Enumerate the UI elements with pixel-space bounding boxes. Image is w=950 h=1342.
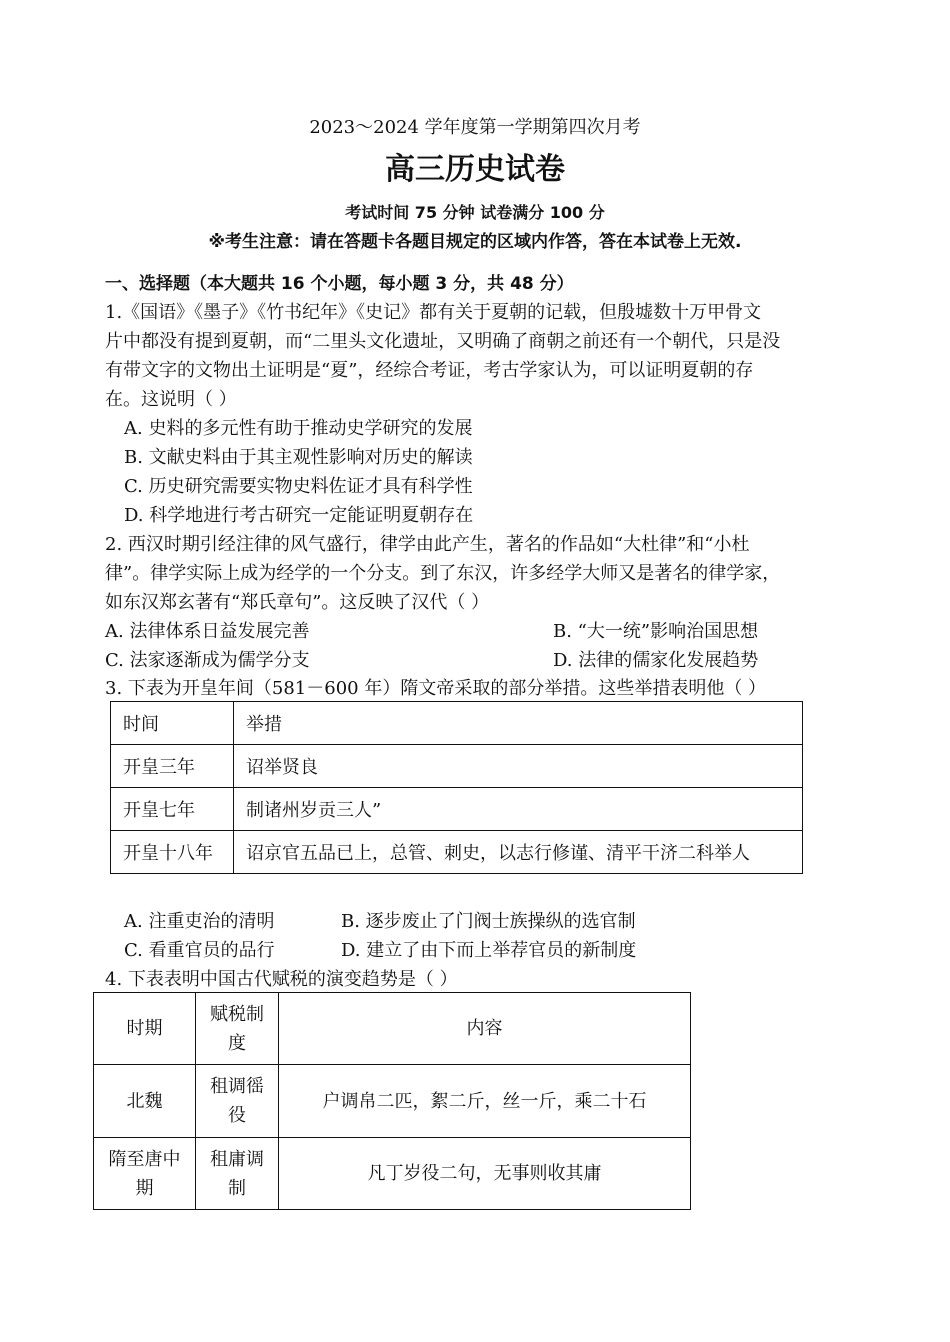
q1-option-d: D. 科学地进行考古研究一定能证明夏朝存在 <box>124 505 474 526</box>
table-header-row <box>111 702 803 745</box>
table-row <box>94 1138 691 1210</box>
q3-stem: 3. 下表为开皇年间（581－600 年）隋文帝采取的部分举措。这些举措表明他（ ） <box>105 678 767 699</box>
q2-line-3: 如东汉郑玄著有“郑氏章句”。这反映了汉代（ ） <box>105 592 490 613</box>
table-cell: 户调帛二匹，絮二斤，丝一斤，乘二十石 <box>279 1065 691 1138</box>
table-cell: 北魏 <box>94 1065 196 1138</box>
q2-option-c: C. 法家逐渐成为儒学分支 <box>105 650 310 671</box>
page-title: 高三历史试卷 <box>385 152 565 187</box>
q4-stem: 4. 下表表明中国古代赋税的演变趋势是（ ） <box>105 969 458 990</box>
table-header-cell: 时间 <box>111 702 234 745</box>
section-heading: 一、选择题（本大题共 16 个小题，每小题 3 分，共 48 分） <box>105 274 574 294</box>
table-cell: 隋至唐中期 <box>94 1138 196 1210</box>
table-cell: 租庸调制 <box>196 1138 279 1210</box>
q1-line-2: 片中都没有提到夏朝，而“二里头文化遗址，又明确了商朝之前还有一个朝代，只是没 <box>105 331 781 352</box>
table-header-row <box>94 993 691 1065</box>
exam-info: 考试时间 75 分钟 试卷满分 100 分 <box>345 203 605 222</box>
table-cell: 开皇三年 <box>111 745 234 788</box>
table-header-cell: 赋税制度 <box>196 993 279 1065</box>
exam-line: 2023～2024 学年度第一学期第四次月考 <box>309 117 641 138</box>
q3-option-a: A. 注重吏治的清明 <box>124 911 275 932</box>
q3-option-b: B. 逐步废止了门阀士族操纵的选官制 <box>341 911 636 932</box>
table-cell: 诏举贤良 <box>234 745 803 788</box>
exam-notice: ※考生注意：请在答题卡各题目规定的区域内作答，答在本试卷上无效. <box>208 232 742 252</box>
q1-option-b: B. 文献史料由于其主观性影响对历史的解读 <box>124 447 473 468</box>
table-cell: 诏京官五品已上，总管、刺史，以志行修谨、清平干济二科举人 <box>234 831 803 874</box>
q1-line-4: 在。这说明（ ） <box>105 389 237 410</box>
table-cell: 制诸州岁贡三人” <box>234 788 803 831</box>
table-cell: 开皇十八年 <box>111 831 234 874</box>
table-cell: 开皇七年 <box>111 788 234 831</box>
table-header-cell: 内容 <box>279 993 691 1065</box>
q2-option-b: B. “大一统”影响治国思想 <box>553 621 759 642</box>
q3-option-c: C. 看重官员的品行 <box>124 940 275 961</box>
table-header-cell: 举措 <box>234 702 803 745</box>
q2-option-d: D. 法律的儒家化发展趋势 <box>553 650 759 671</box>
q1-option-c: C. 历史研究需要实物史料佐证才具有科学性 <box>124 476 473 497</box>
q2-option-a: A. 法律体系日益发展完善 <box>105 621 310 642</box>
table-cell: 租调徭役 <box>196 1065 279 1138</box>
q3-option-d: D. 建立了由下而上举荐官员的新制度 <box>341 940 637 961</box>
table-row <box>111 788 803 831</box>
q4-table <box>93 992 691 1210</box>
table-row <box>111 745 803 788</box>
table-cell: 凡丁岁役二句，无事则收其庸 <box>279 1138 691 1210</box>
q3-table <box>110 701 803 874</box>
q1-line-1: 1.《国语》《墨子》《竹书纪年》《史记》都有关于夏朝的记载，但殷墟数十万甲骨文 <box>105 302 762 323</box>
q1-option-a: A. 史料的多元性有助于推动史学研究的发展 <box>124 418 473 439</box>
table-header-cell: 时期 <box>94 993 196 1065</box>
q2-line-2: 律”。律学实际上成为经学的一个分支。到了东汉，许多经学大师又是著名的律学家， <box>105 563 781 584</box>
table-row <box>111 831 803 874</box>
q2-line-1: 2. 西汉时期引经注律的风气盛行，律学由此产生，著名的作品如“大杜律”和“小杜 <box>105 534 750 555</box>
q1-line-3: 有带文字的文物出土证明是“夏”，经综合考证，考古学家认为，可以证明夏朝的存 <box>105 360 754 381</box>
table-row <box>94 1065 691 1138</box>
